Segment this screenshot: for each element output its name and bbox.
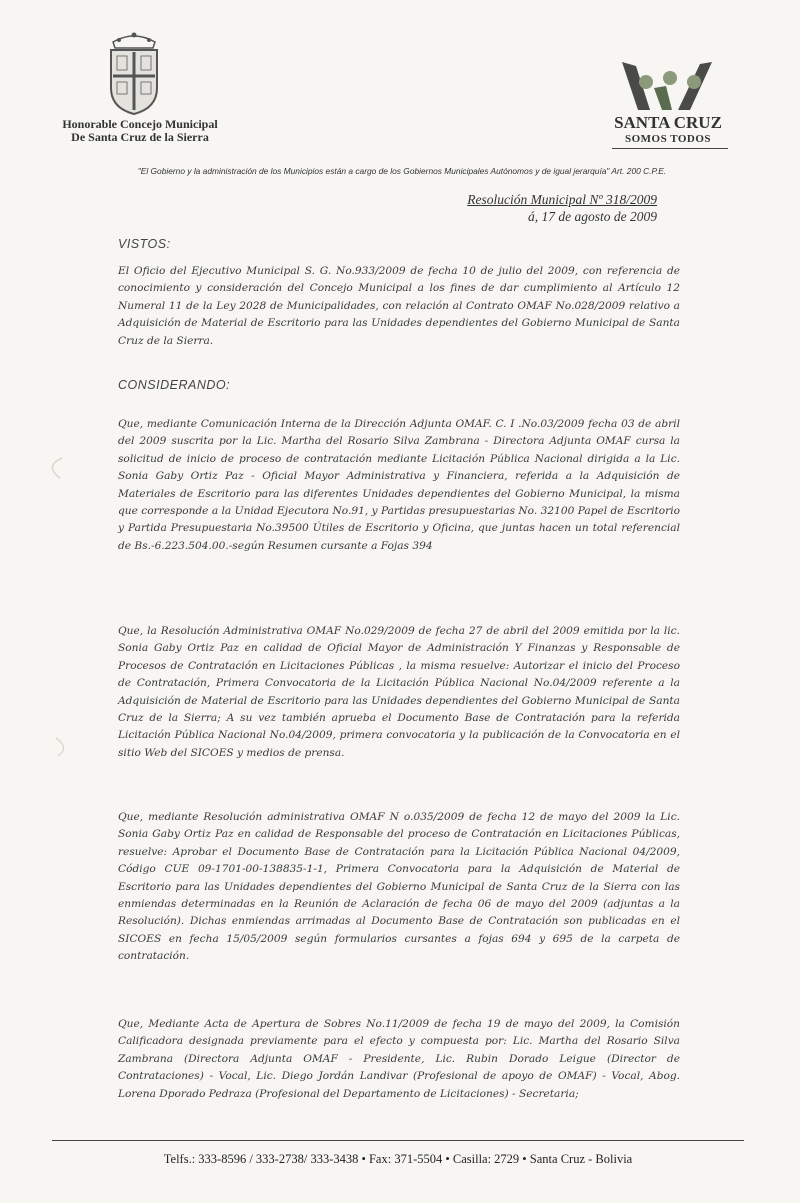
- council-line-2: De Santa Cruz de la Sierra: [71, 130, 209, 144]
- vistos-paragraph: El Oficio del Ejecutivo Municipal S. G. No.933/2009 de fecha 10 de julio del 2009, con referencia de conocimiento y consideración del Concejo Municipal a los fines de dar cumplimiento al Artículo 12 Numeral 11 de la Ley 2028 de Municipalidades, con relación al Contrato OMAF No.028/2009 relativo a Adquisición de Material de Escritorio para las Unidades dependientes del Gobierno Municipal de Santa Cruz de la Sierra.: [118, 265, 680, 347]
- vistos-heading: VISTOS:: [118, 237, 171, 251]
- considerando-paragraph-4: Que, Mediante Acta de Apertura de Sobres No.11/2009 de fecha 19 de mayo del 2009, la Comisión Calificadora designada previamente para el efecto y compuesta por: Lic. Martha del Rosario Silva Zambrana (Directora Adjunta OMAF - Presidente, Lic. Rubin Dorado Leigue (Director de Contrataciones) - Vocal, Lic. Diego Jordán Landivar (Profesional de apoyo de OMAF) - Vocal, Abog. Lorena Dporado Pedraza (Profesional del Departamento de Licitaciones) - Secretaria;: [118, 1018, 680, 1100]
- constitution-motto: "El Gobierno y la administración de los Municipios están a cargo de los Gobiernos Municipales Autónomos y de igual jerarquía" Art. 200 C.P.E.: [137, 166, 667, 176]
- resolution-date: á, 17 de agosto de 2009: [528, 209, 657, 224]
- council-line-1: Honorable Concejo Municipal: [62, 117, 218, 131]
- footer-contact: Telfs.: 333-8596 / 333-2738/ 333-3438 • Fax: 371-5504 • Casilla: 2729 • Santa Cruz - Bolivia: [163, 1152, 633, 1166]
- considerando-heading: CONSIDERANDO:: [118, 378, 231, 392]
- logo-title: SANTA CRUZ: [614, 113, 722, 132]
- resolution-title: Resolución Municipal Nº 318/2009: [467, 192, 657, 207]
- logo-subtitle: SOMOS TODOS: [624, 133, 712, 145]
- considerando-paragraph-1: Que, mediante Comunicación Interna de la Dirección Adjunta OMAF. C. I .No.03/2009 fecha 03 de abril del 2009 suscrita por la Lic. Martha del Rosario Silva Zambrana - Directora Adjunta OMAF cursa la solicitud de inicio de proceso de contratación mediante Licitación Pública Nacional dirigida a la Lic. Sonia Gaby Ortiz Paz - Oficial Mayor Administrativa y Financiera, referida a la Adquisición de Materiales de Escritorio para las diferentes Unidades dependientes del Gobierno Municipal, la misma que corresponde a la Unidad Ejecutora No.91, y Partidas presupuestarias No. 32100 Papel de Escritorio y Partida Presupuestaria No.39500 Útiles de Escritorio y Oficina, que juntas hacen un total referencial de Bs.-6.223.504.00.-según Resumen cursante a Fojas 394: [118, 418, 680, 552]
- considerando-paragraph-3: Que, mediante Resolución administrativa OMAF N o.035/2009 de fecha 12 de mayo del 2009 la Lic. Sonia Gaby Ortiz Paz en calidad de Responsable del proceso de Contratación en Licitaciones Públicas, resuelve: Aprobar el Documento Base de Contratación para la Licitación Pública Nacional 04/2009, Código CUE 09-1701-00-138835-1-1, Primera Convocatoria para la Adquisición de Material de Escritorio para las Unidades dependientes del Gobierno Municipal de Santa Cruz de la Sierra con las enmiendas determinadas en la Reunión de Aclaración de fecha 06 de mayo del 2009 (adjuntas a la Resolución). Dichas enmiendas arrimadas al Documento Base de Contratación son publicadas en el SICOES en fecha 15/05/2009 según formularios cursantes a fojas 694 y 695 de la carpeta de contratación.: [118, 811, 680, 963]
- considerando-paragraph-2: Que, la Resolución Administrativa OMAF No.029/2009 de fecha 27 de abril del 2009 emitida por la lic. Sonia Gaby Ortiz Paz en calidad de Oficial Mayor de Administración Y Finanzas y Responsable de Procesos de Contratación en Licitaciones Públicas , la misma resuelve: Autorizar el inicio del Proceso de Contratación, Primera Convocatoria de la Licitación Pública Nacional No.04/2009 referente a la Adquisición de Material de Escritorio para las Unidades dependientes del Gobierno Municipal de Santa Cruz de la Sierra; A su vez también aprueba el Documento Base de Contratación para la referida Licitación Pública Nacional No.04/2009, primera convocatoria y la publicación de la Convocatoria en el sitio Web del SICOES y medios de prensa.: [118, 625, 680, 759]
